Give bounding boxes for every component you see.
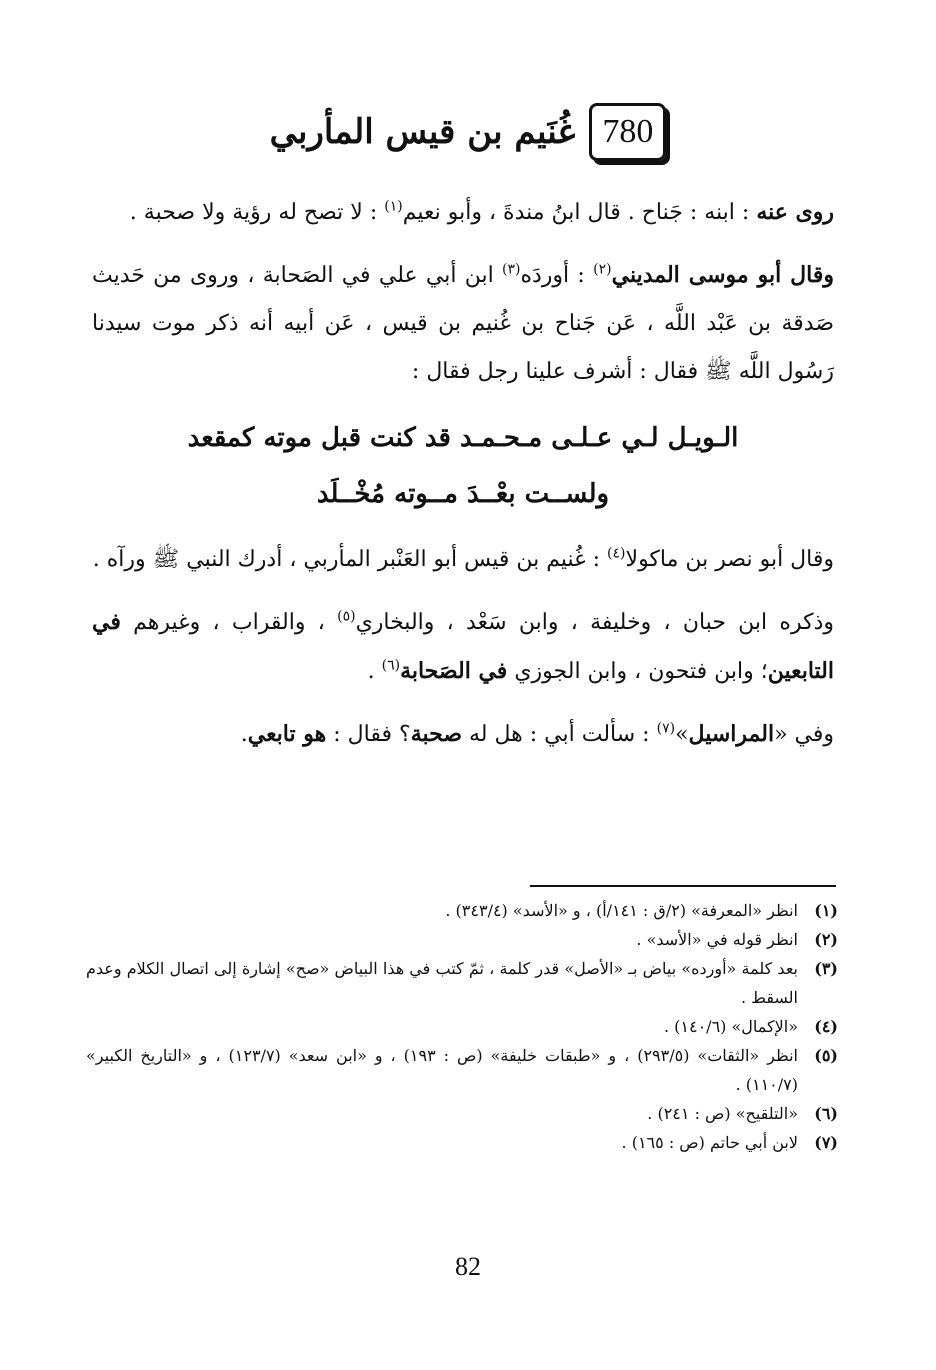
text-segment: وذكره ابن حبان ، وخليفة ، وابن سَعْد ، والبخاري — [355, 610, 834, 635]
footnote-ref: (٦) — [381, 657, 401, 674]
footnote-number: (١) — [814, 901, 838, 920]
text-segment: : ابنه : جَناح . قال ابنُ مندةَ ، وأبو نعيم — [402, 200, 750, 225]
footnote-text: بعد كلمة «أورده» بياض بـ «الأصل» قدر كلمة ، ثمّ كتب في هذا البياض «صح» إشارة إلى اتصال الكلام وعدم السقط . — [86, 959, 799, 1007]
text-segment: . — [240, 722, 248, 747]
paragraph-makula — [92, 536, 834, 584]
footnote-ref: (٤) — [607, 545, 626, 562]
bold-phrase: المراسيل — [688, 721, 775, 747]
text-segment: وقال أبو نصر بن ماكولا — [625, 547, 834, 572]
text-segment: : سألت أبي : هل له — [469, 722, 650, 747]
poem-line-1: الـويـل لـي عـلـى مـحـمـد قد كنت قبل موته كمقعد — [187, 423, 739, 453]
footnote-item — [86, 1099, 838, 1128]
text-segment: ؛ وابن فتحون ، وابن الجوزي — [514, 659, 768, 684]
footnote-number: (٣) — [814, 959, 838, 978]
text-segment: . — [367, 659, 375, 684]
text-segment: : غُنيم بن قيس أبو العَنْبر المأربي ، أدرك النبي ﷺ ورآه . — [92, 547, 601, 572]
footnote-item — [86, 896, 838, 925]
footnote-number: (٧) — [814, 1133, 838, 1152]
bold-lead: وقال أبو موسى المديني — [611, 262, 834, 288]
text-segment: ابن أبي علي في الصَحابة ، وروى من حَديث صَدقة بن عَبْد اللَّه ، عَن جَناح بن غُنيم بن قيس ، عَن أبيه أنه ذكر موت سيدنا رَسُول اللَّه ﷺ فقال : أشرف علينا رجل فقال : — [92, 263, 834, 384]
footnote-ref: (٥) — [337, 608, 356, 625]
page-number: 82 — [455, 1252, 481, 1281]
footnotes — [86, 896, 838, 1157]
entry-header — [0, 92, 936, 172]
footnote-number: (٥) — [814, 1046, 838, 1065]
bold-phrase: هو تابعي — [247, 721, 327, 747]
footnote-item — [86, 925, 838, 954]
footnote-item — [86, 954, 838, 1012]
footnote-text: لابن أبي حاتم (ص : ١٦٥) . — [621, 1133, 798, 1152]
footnote-ref: (٧) — [656, 720, 676, 737]
text-segment: » — [675, 722, 689, 747]
footnote-item — [86, 1128, 838, 1157]
footnote-divider — [530, 885, 836, 887]
entry-title: غُنَيم بن قيس المأربي — [269, 112, 576, 152]
poem-line-2: ولســت بعْــدَ مــوته مُخْــلَد — [316, 479, 610, 509]
footnote-item — [86, 1012, 838, 1041]
footnote-item — [86, 1041, 838, 1099]
entry-number-badge: 780 — [589, 103, 666, 161]
main-text — [92, 188, 834, 773]
text-segment: : لا تصح له رؤية ولا صحبة . — [129, 200, 378, 225]
footnote-number: (٢) — [814, 930, 838, 949]
bold-lead: روى عنه — [756, 199, 834, 225]
paragraph-narrators — [92, 188, 834, 237]
footnote-text: انظر قوله في «الأسد» . — [636, 930, 798, 949]
footnote-ref: (٢) — [593, 261, 612, 278]
footnote-text: «التلقيح» (ص : ٢٤١) . — [647, 1104, 798, 1123]
paragraph-madini — [92, 251, 834, 396]
text-segment: ؟ فقال : — [333, 722, 411, 747]
footnote-number: (٦) — [814, 1104, 838, 1123]
paragraph-marasil — [92, 710, 834, 759]
text-segment: وفي « — [774, 722, 834, 747]
bold-phrase: في التابعين — [92, 609, 834, 684]
footnote-text: انظر «المعرفة» (٢/ق : ١٤١/أ) ، و «الأسد» (٣٤٣/٤) . — [445, 901, 798, 920]
footnote-ref: (٣) — [502, 261, 521, 278]
bold-phrase: صحبة — [410, 721, 463, 747]
footnote-number: (٤) — [814, 1017, 838, 1036]
poem-verse — [92, 410, 834, 522]
bold-phrase: في الصَحابة — [400, 658, 508, 684]
text-segment: : أوردَه — [520, 263, 585, 288]
footnote-text: «الإكمال» (١٤٠/٦) . — [663, 1017, 798, 1036]
footnote-text: انظر «الثقات» (٢٩٣/٥) ، و «طبقات خليفة» (ص : ١٩٣) ، و «ابن سعد» (١٢٣/٧) ، و «التاريخ الكبير» (١١٠/٧) . — [86, 1046, 799, 1094]
footnote-ref: (١) — [384, 198, 403, 215]
text-segment: ، والقراب ، وغيرهم — [133, 610, 325, 635]
paragraph-mentions — [92, 598, 834, 696]
